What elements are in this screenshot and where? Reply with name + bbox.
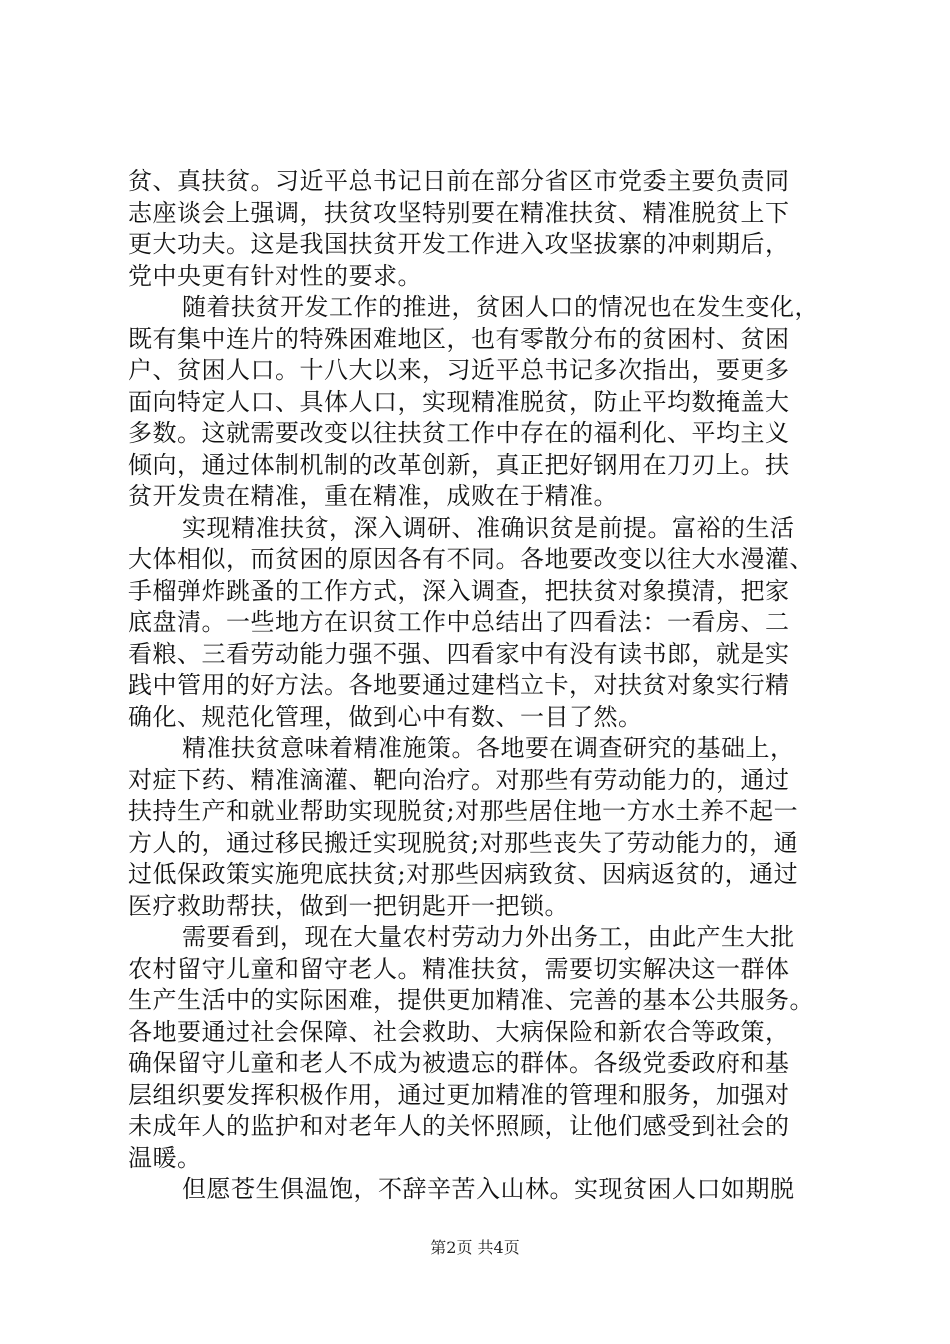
text-line: 生产生活中的实际困难，提供更加精准、完善的基本公共服务。 xyxy=(128,986,814,1014)
text-line: 践中管用的好方法。各地要通过建档立卡，对扶贫对象实行精 xyxy=(128,671,790,699)
text-line: 层组织要发挥积极作用，通过更加精准的管理和服务，加强对 xyxy=(128,1080,790,1109)
text-line: 倾向，通过体制机制的改革创新，真正把好钢用在刀刃上。扶 xyxy=(128,450,790,479)
text-line: 各地要通过社会保障、社会救助、大病保险和新农合等政策， xyxy=(128,1017,790,1046)
text-line: 过低保政策实施兜底扶贫;对那些因病致贫、因病返贫的，通过 xyxy=(128,860,799,888)
text-line: 更大功夫。这是我国扶贫开发工作进入攻坚拔寨的冲刺期后， xyxy=(128,230,790,258)
text-line: 对症下药、精准滴灌、靶向治疗。对那些有劳动能力的，通过 xyxy=(128,765,790,794)
text-line: 精准扶贫意味着精准施策。各地要在调查研究的基础上， xyxy=(182,734,795,762)
text-line: 贫开发贵在精准，重在精准，成败在于精准。 xyxy=(128,482,618,510)
text-line: 未成年人的监护和对老年人的关怀照顾，让他们感受到社会的 xyxy=(128,1112,790,1140)
page-footer: 第2页 共4页 xyxy=(430,1238,520,1257)
text-line: 但愿苍生俱温饱，不辞辛苦入山林。实现贫困人口如期脱 xyxy=(182,1175,795,1203)
text-line: 农村留守儿童和留守老人。精准扶贫，需要切实解决这一群体 xyxy=(128,954,790,983)
body-text xyxy=(128,166,828,1206)
text-line: 随着扶贫开发工作的推进，贫困人口的情况也在发生变化， xyxy=(182,293,819,321)
text-line: 大体相似，而贫困的原因各有不同。各地要改变以往大水漫灌、 xyxy=(128,545,814,573)
text-line: 志座谈会上强调，扶贫攻坚特别要在精准扶贫、精准脱贫上下 xyxy=(128,198,790,227)
text-line: 医疗救助帮扶，做到一把钥匙开一把锁。 xyxy=(128,891,569,920)
text-line: 方人的，通过移民搬迁实现脱贫;对那些丧失了劳动能力的，通 xyxy=(128,828,799,857)
text-line: 确保留守儿童和老人不成为被遗忘的群体。各级党委政府和基 xyxy=(128,1049,790,1077)
text-line: 扶持生产和就业帮助实现脱贫;对那些居住地一方水土养不起一 xyxy=(128,797,799,825)
text-line: 手榴弹炸跳蚤的工作方式，深入调查，把扶贫对象摸清，把家 xyxy=(128,576,790,605)
text-line: 多数。这就需要改变以往扶贫工作中存在的福利化、平均主义 xyxy=(128,419,790,447)
text-line: 温暖。 xyxy=(128,1143,202,1172)
text-line: 户、贫困人口。十八大以来，习近平总书记多次指出，要更多 xyxy=(128,356,790,384)
text-line: 既有集中连片的特殊困难地区，也有零散分布的贫困村、贫困 xyxy=(128,324,790,353)
text-line: 贫、真扶贫。习近平总书记日前在部分省区市党委主要负责同 xyxy=(128,167,790,195)
text-line: 需要看到，现在大量农村劳动力外出务工，由此产生大批 xyxy=(182,923,795,951)
text-line: 看粮、三看劳动能力强不强、四看家中有没有读书郎，就是实 xyxy=(128,639,790,668)
text-line: 党中央更有针对性的要求。 xyxy=(128,261,422,290)
text-line: 确化、规范化管理，做到心中有数、一目了然。 xyxy=(128,702,643,731)
text-line: 底盘清。一些地方在识贫工作中总结出了四看法：一看房、二 xyxy=(128,608,790,636)
text-line: 面向特定人口、具体人口，实现精准脱贫，防止平均数掩盖大 xyxy=(128,387,790,416)
text-line: 实现精准扶贫，深入调研、准确识贫是前提。富裕的生活 xyxy=(182,513,795,542)
